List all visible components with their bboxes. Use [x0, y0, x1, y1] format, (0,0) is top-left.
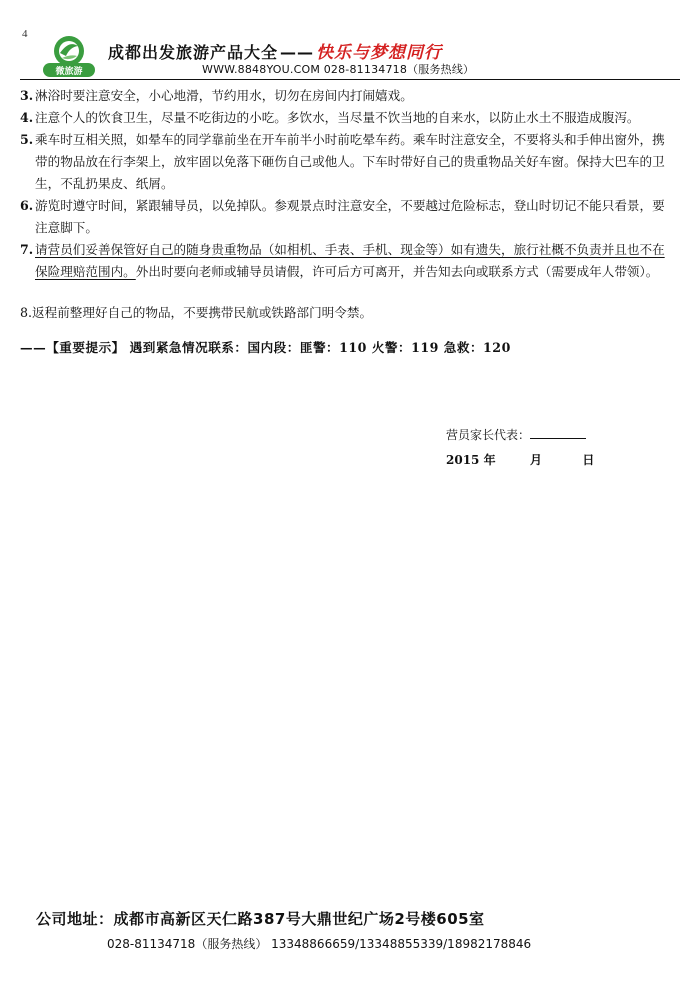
company-logo [40, 32, 98, 78]
item-number: 3. [20, 88, 34, 103]
header-slogan: 快乐与梦想同行 [316, 43, 443, 63]
footer-phones: 028-81134718（服务热线） 13348866659/13348855339/18982178846 [107, 937, 532, 951]
footer-address: 公司地址：成都市高新区天仁路387号大鼎世纪广场2号楼605室 [36, 910, 485, 928]
item-text: 注意个人的饮食卫生，尽量不吃街边的小吃。多饮水，当尽量不饮当地的自来水，以防止水土不服造成腹泻。 [35, 110, 640, 125]
item-number: 6. [20, 198, 34, 213]
list-item [20, 129, 676, 195]
main-content [20, 85, 676, 371]
item-text: 外出时要向老师或辅导员请假，许可后方可离开，并告知去向或联系方式（需要成年人带领）。 [135, 264, 659, 279]
header-contact: WWW.8848YOU.COM 028-81134718（服务热线） [202, 63, 475, 76]
date-month: 月 [529, 453, 542, 467]
list-item [20, 85, 676, 107]
signature-block [446, 424, 594, 471]
return-note: 8.返程前整理好自己的物品，不要携带民航或铁路部门明令禁。 [20, 305, 373, 320]
item-number: 7. [20, 242, 34, 257]
important-hint: ——【重要提示】 遇到紧急情况联系：国内段：匪警：110 火警：119 急救：120 [20, 339, 511, 355]
list-item [20, 107, 676, 129]
list-item [20, 195, 676, 239]
header-divider [20, 79, 680, 80]
item-text: 淋浴时要注意安全，小心地滑，节约用水，切勿在房间内打闹嬉戏。 [35, 88, 413, 103]
signature-label: 营员家长代表： [446, 428, 531, 442]
logo-text: 微旅游 [55, 67, 83, 77]
header-dash: —— [280, 43, 315, 62]
page-number: 4 [22, 28, 28, 40]
header-title [108, 38, 442, 63]
header-title-text: 成都出发旅游产品大全 [108, 43, 279, 62]
item-number: 4. [20, 110, 34, 125]
signature-blank [530, 438, 586, 439]
date-day: 日 [582, 453, 595, 467]
date-year: 2015 年 [446, 453, 496, 467]
item-text: 游览时遵守时间，紧跟辅导员，以免掉队。参观景点时注意安全，不要越过危险标志，登山时切记不能只看景，要注意脚下。 [35, 198, 665, 235]
item-text: 乘车时互相关照，如晕车的同学靠前坐在开车前半小时前吃晕车药。乘车时注意安全，不要将头和手伸出窗外，携带的物品放在行李架上，放牢固以免落下砸伤自己或他人。下车时带好自己的贵重物品关好车窗。保持大巴车的卫生，不乱扔果皮、纸屑。 [35, 132, 665, 191]
date-line [446, 449, 594, 471]
list-item [20, 239, 676, 283]
item-underlined-text: 请营员们妥善保管好自己的随身贵重物品（如相机、手表、手机、现金等）如有遗失，旅行社概不负责并且也不在保险理赔范围内。 [35, 242, 665, 279]
signature-line [446, 424, 594, 446]
item-number: 5. [20, 132, 34, 147]
